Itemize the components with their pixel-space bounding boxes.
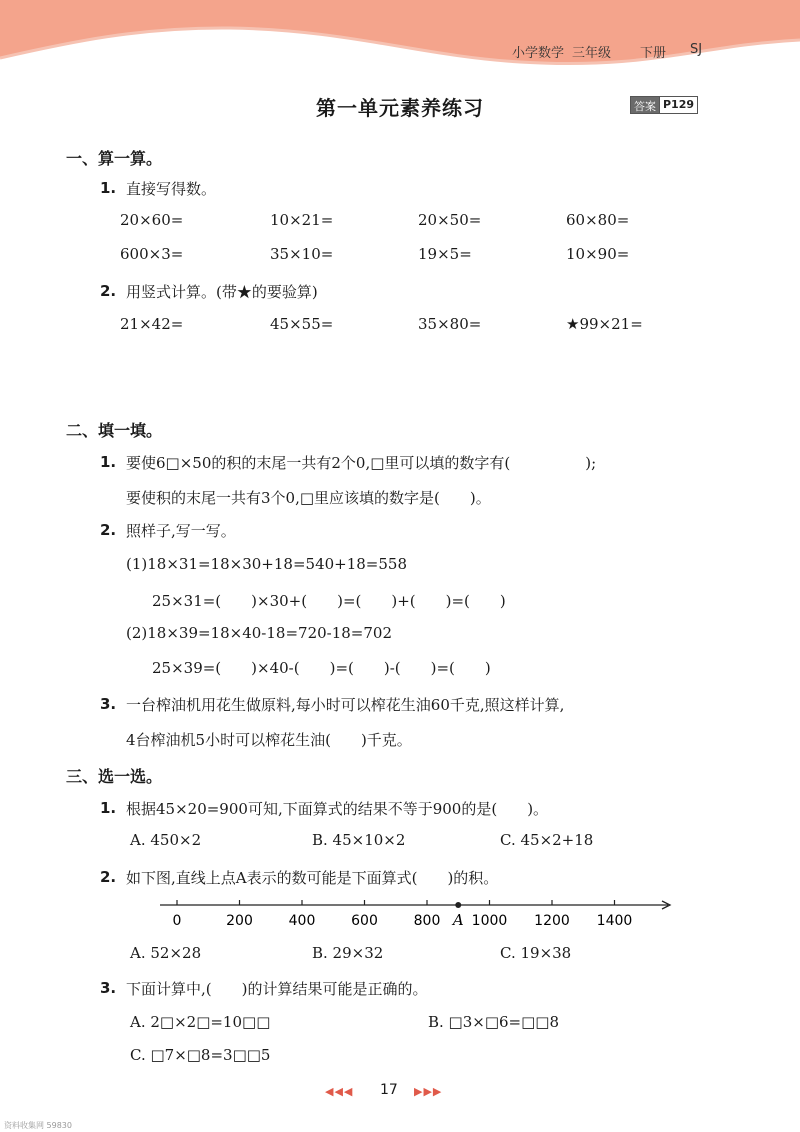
s3-q3-option: B. □3×□6=□□8 — [428, 1013, 560, 1031]
s2-q2-number: 2. — [100, 521, 117, 539]
s3-q3-text: 下面计算中,( )的计算结果可能是正确的。 — [126, 980, 428, 998]
s2-q3-number: 3. — [100, 695, 117, 713]
s3-q2-option: B. 29×32 — [312, 944, 384, 962]
s2-q1-line2: 要使积的末尾一共有3个0,□里应该填的数字是( )。 — [126, 489, 491, 507]
s2-q1-line1: 要使6□×50的积的末尾一共有2个0,□里可以填的数字有( ); — [126, 454, 597, 472]
section2-heading: 二、填一填。 — [66, 421, 163, 440]
s1-q2-item: ★99×21= — [566, 315, 643, 333]
s1-q2-item: 35×80= — [418, 315, 482, 333]
s1-q2-item: 45×55= — [270, 315, 334, 333]
number-line-tick-label: 400 — [288, 913, 316, 929]
s2-q2-text: 照样子,写一写。 — [126, 522, 236, 540]
s1-q1-item: 60×80= — [566, 211, 630, 229]
s3-q2-option: A. 52×28 — [130, 944, 202, 962]
number-line-tick-label: 1000 — [471, 913, 508, 929]
s1-q1-item: 35×10= — [270, 245, 334, 263]
answer-label: 答案 — [630, 96, 660, 114]
watermark: 资料收集网 59830 — [4, 1121, 72, 1130]
s2-q3-line2: 4台榨油机5小时可以榨花生油( )千克。 — [126, 731, 412, 749]
s1-q1-number: 1. — [100, 179, 117, 197]
s3-q3-option: C. □7×□8=3□□5 — [130, 1046, 271, 1064]
s1-q1-item: 10×21= — [270, 211, 334, 229]
s1-q1-item: 20×50= — [418, 211, 482, 229]
s3-q1-text: 根据45×20=900可知,下面算式的结果不等于900的是( )。 — [126, 800, 549, 818]
s3-q1-option: B. 45×10×2 — [312, 831, 406, 849]
s1-q2-number: 2. — [100, 282, 117, 300]
number-line-tick-label: 200 — [226, 913, 253, 929]
number-line-tick-label: 800 — [413, 913, 441, 929]
s3-q1-option: C. 45×2+18 — [500, 831, 594, 849]
s1-q2-text: 用竖式计算。(带★的要验算) — [126, 283, 318, 301]
s2-q3-line1: 一台榨油机用花生做原料,每小时可以榨花生油60千克,照这样计算, — [126, 696, 565, 714]
number-line-tick-label: 600 — [351, 913, 378, 929]
s1-q1-item: 20×60= — [120, 211, 184, 229]
page-title: 第一单元素养练习 — [316, 96, 484, 120]
number-line-tick-label: 1400 — [596, 913, 633, 929]
header-subject: 小学数学 — [512, 46, 565, 61]
header-volume: 下册 — [640, 46, 667, 61]
s3-q3-option: A. 2□×2□=10□□ — [130, 1013, 271, 1031]
header-band — [0, 0, 800, 90]
number-line — [150, 893, 680, 935]
footer-right-arrows: ▶▶▶ — [414, 1085, 443, 1098]
s2-example1-fill: 25×31=( )×30+( )=( )+( )=( ) — [152, 592, 506, 610]
section3-heading: 三、选一选。 — [66, 767, 163, 786]
s1-q1-item: 600×3= — [120, 245, 184, 263]
s1-q2-item: 21×42= — [120, 315, 184, 333]
number-line-tick-label: 1200 — [534, 913, 570, 929]
s2-q1-number: 1. — [100, 453, 117, 471]
s1-q1-item: 10×90= — [566, 245, 630, 263]
s3-q3-number: 3. — [100, 979, 117, 997]
s2-example2-fill: 25×39=( )×40-( )=( )-( )=( ) — [152, 659, 491, 677]
s3-q2-number: 2. — [100, 868, 117, 886]
header-edition: SJ — [690, 42, 703, 57]
s1-q1-item: 19×5= — [418, 245, 472, 263]
s3-q2-text: 如下图,直线上点A表示的数可能是下面算式( )的积。 — [126, 869, 499, 887]
s3-q2-option: C. 19×38 — [500, 944, 572, 962]
number-line-tick-label: 0 — [172, 913, 182, 929]
s2-example2: (2)18×39=18×40-18=720-18=702 — [126, 624, 393, 642]
s1-q1-text: 直接写得数。 — [126, 180, 217, 198]
s3-q1-option: A. 450×2 — [130, 831, 202, 849]
footer-left-arrows: ◀◀◀ — [325, 1085, 354, 1098]
s2-example1: (1)18×31=18×30+18=540+18=558 — [126, 555, 408, 573]
point-a-marker — [455, 902, 461, 908]
section1-heading: 一、算一算。 — [66, 149, 163, 168]
header-grade: 三年级 — [572, 46, 612, 61]
page-number: 17 — [380, 1082, 398, 1098]
answer-tag — [630, 96, 698, 114]
s3-q1-number: 1. — [100, 799, 117, 817]
answer-page: P129 — [660, 96, 698, 114]
point-a-label: A — [452, 911, 464, 929]
